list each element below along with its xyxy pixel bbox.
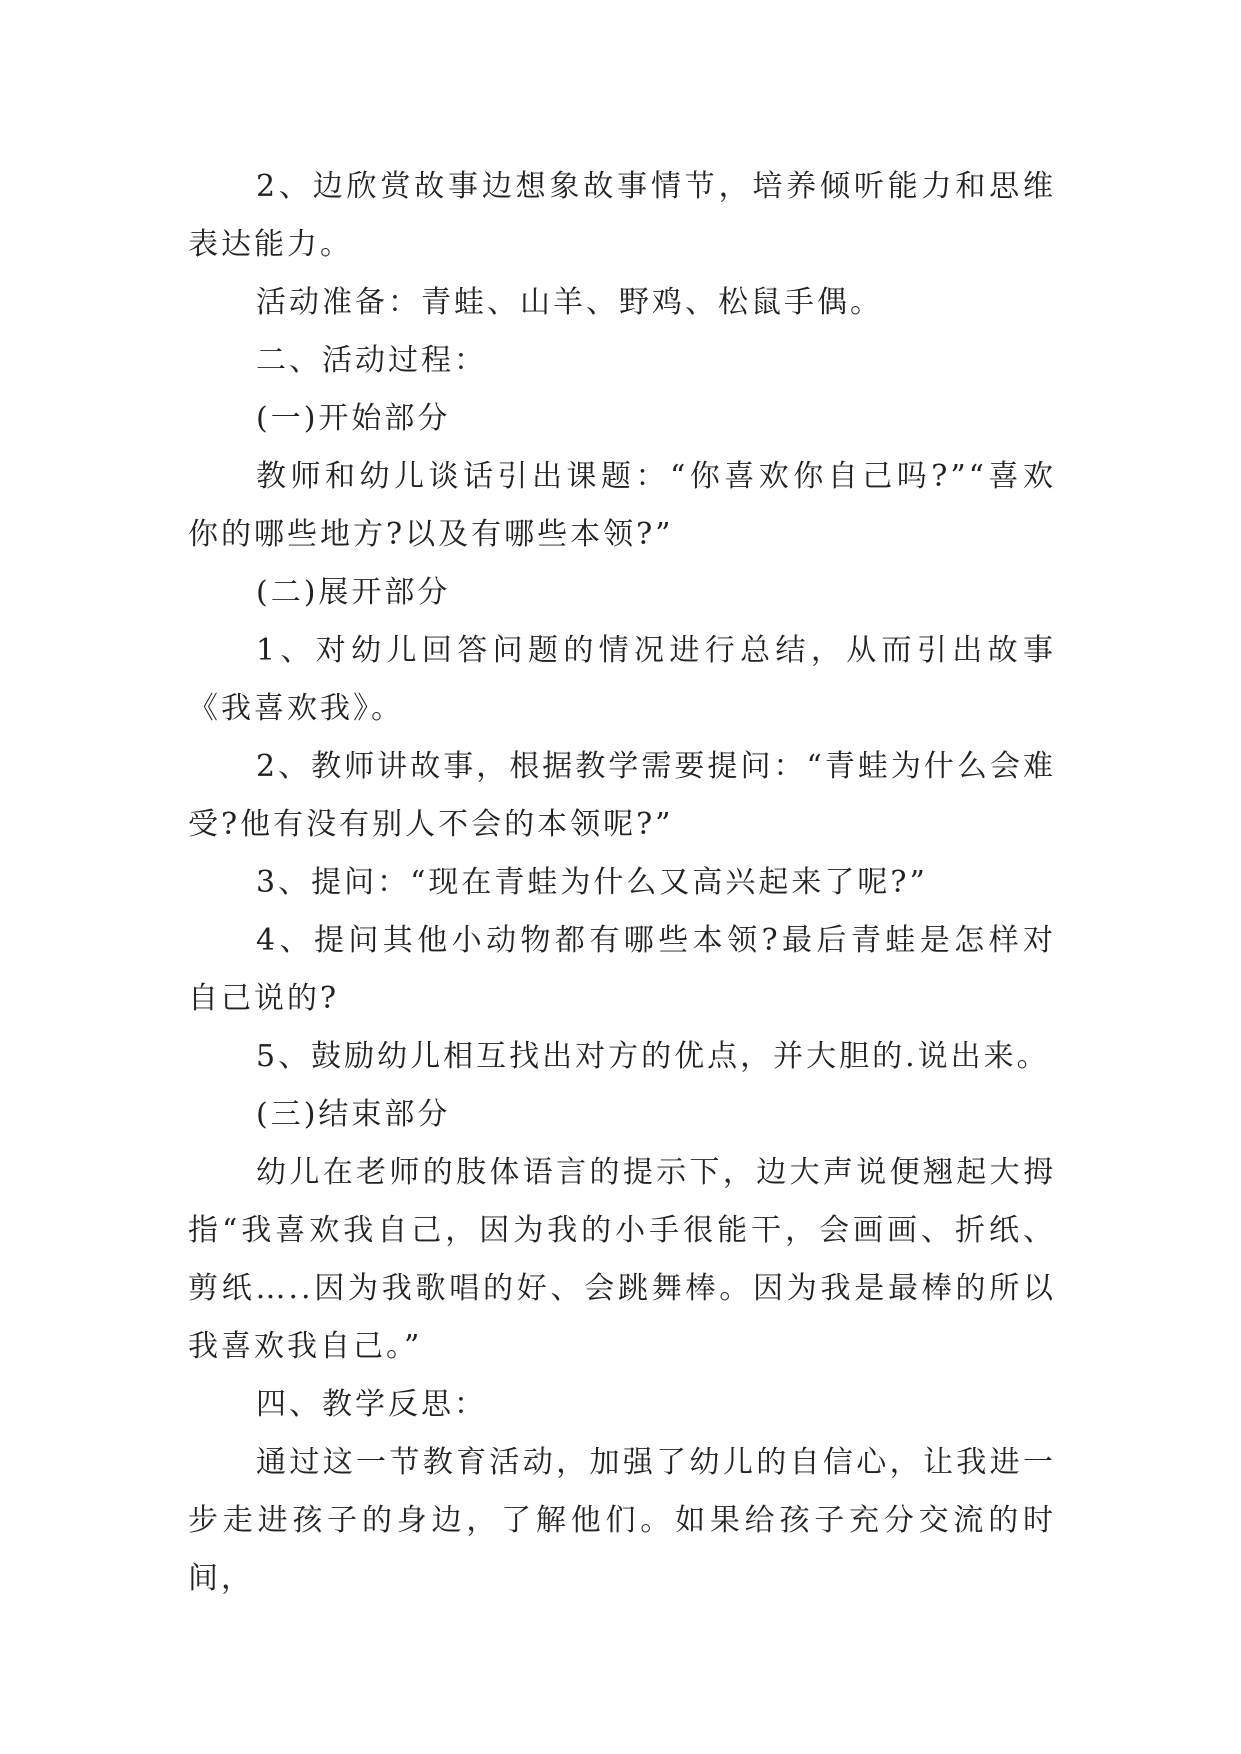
paragraph-reflection: 通过这一节教育活动，加强了幼儿的自信心，让我进一步走进孩子的身边，了解他们。如果给孩子充分交流的时间， <box>188 1445 1056 1596</box>
paragraph-step-3: 3、提问：“现在青蛙为什么又高兴起来了呢?” <box>256 865 928 900</box>
heading-activity-process: 二、活动过程： <box>256 343 487 378</box>
paragraph-objective-2: 2、边欣赏故事边想象故事情节，培养倾听能力和思维表达能力。 <box>188 169 1056 262</box>
heading-closing-part: (三)结束部分 <box>256 1097 451 1132</box>
heading-opening-part: (一)开始部分 <box>256 401 451 436</box>
paragraph-step-2: 2、教师讲故事，根据教学需要提问：“青蛙为什么会难受?他有没有别人不会的本领呢?” <box>188 749 1056 842</box>
heading-development-part: (二)展开部分 <box>256 575 451 610</box>
document-body <box>188 158 1056 1608</box>
paragraph-closing: 幼儿在老师的肢体语言的提示下，边大声说便翘起大拇指“我喜欢我自己，因为我的小手很能干，会画画、折纸、剪纸…..因为我歌唱的好、会跳舞棒。因为我是最棒的所以我喜欢我自己。” <box>188 1155 1056 1364</box>
heading-teaching-reflection: 四、教学反思： <box>256 1387 487 1422</box>
paragraph-step-5: 5、鼓励幼儿相互找出对方的优点，并大胆的.说出来。 <box>256 1039 1050 1074</box>
paragraph-preparation: 活动准备：青蛙、山羊、野鸡、松鼠手偶。 <box>256 285 883 320</box>
paragraph-step-1: 1、对幼儿回答问题的情况进行总结，从而引出故事《我喜欢我》。 <box>188 633 1056 726</box>
paragraph-step-4: 4、提问其他小动物都有哪些本领?最后青蛙是怎样对自己说的? <box>188 923 1056 1016</box>
paragraph-opening: 教师和幼儿谈话引出课题：“你喜欢你自己吗?”“喜欢你的哪些地方?以及有哪些本领?” <box>188 459 1056 552</box>
